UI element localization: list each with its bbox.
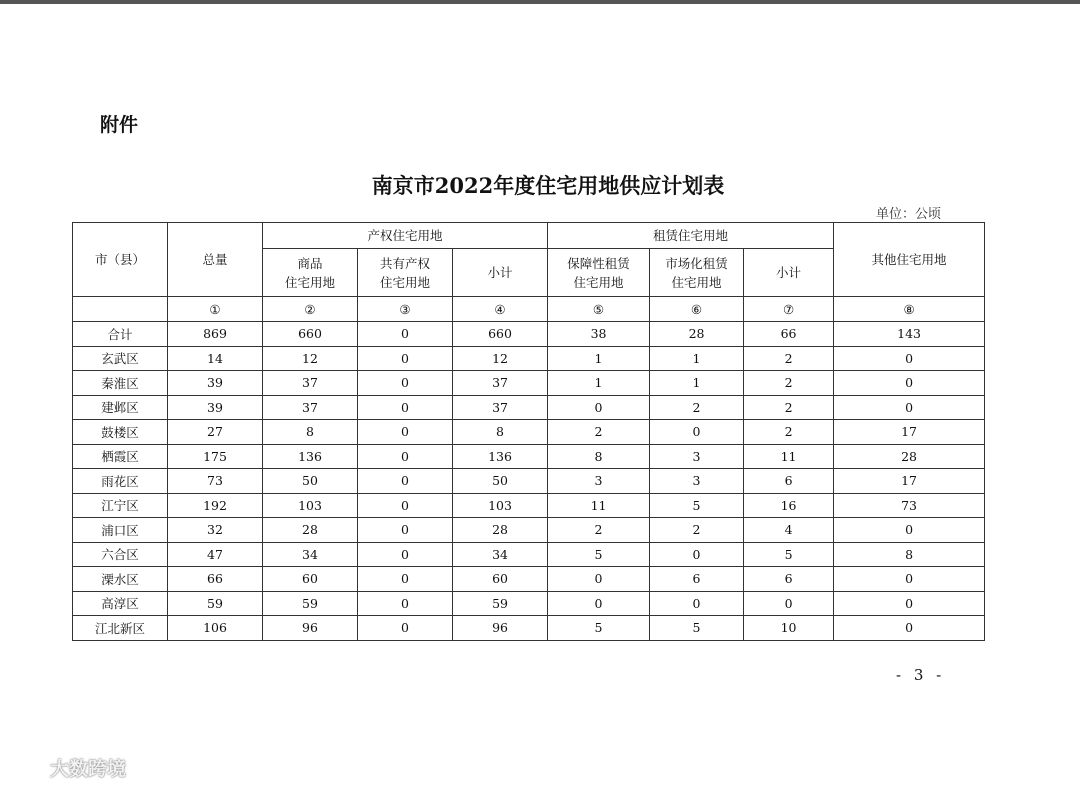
row-value: 2 bbox=[744, 346, 834, 371]
row-name: 浦口区 bbox=[73, 518, 168, 543]
row-value: 73 bbox=[834, 493, 985, 518]
row-value: 0 bbox=[358, 469, 453, 494]
row-value: 50 bbox=[453, 469, 548, 494]
row-value: 0 bbox=[744, 591, 834, 616]
row-value: 0 bbox=[834, 518, 985, 543]
row-name: 玄武区 bbox=[73, 346, 168, 371]
row-value: 5 bbox=[548, 616, 650, 641]
row-value: 2 bbox=[548, 420, 650, 445]
row-value: 6 bbox=[744, 567, 834, 592]
row-value: 47 bbox=[168, 542, 263, 567]
row-value: 5 bbox=[650, 616, 744, 641]
row-value: 0 bbox=[834, 591, 985, 616]
row-name: 秦淮区 bbox=[73, 371, 168, 396]
header-subtotal-property: 小计 bbox=[453, 249, 548, 297]
row-value: 3 bbox=[548, 469, 650, 494]
row-name: 江宁区 bbox=[73, 493, 168, 518]
row-name: 合计 bbox=[73, 322, 168, 347]
row-value: 0 bbox=[358, 616, 453, 641]
row-value: 106 bbox=[168, 616, 263, 641]
header-total: 总量 bbox=[168, 223, 263, 297]
row-value: 37 bbox=[263, 371, 358, 396]
row-value: 1 bbox=[548, 371, 650, 396]
row-value: 0 bbox=[358, 322, 453, 347]
row-value: 1 bbox=[548, 346, 650, 371]
row-value: 5 bbox=[650, 493, 744, 518]
row-value: 66 bbox=[168, 567, 263, 592]
row-name: 雨花区 bbox=[73, 469, 168, 494]
header-guaranteed bbox=[548, 249, 650, 297]
row-value: 12 bbox=[453, 346, 548, 371]
attachment-label: 附件 bbox=[100, 114, 139, 136]
column-number: ⑦ bbox=[744, 297, 834, 322]
header-market-line1: 市场化租赁 bbox=[665, 255, 728, 271]
row-value: 8 bbox=[834, 542, 985, 567]
header-market-line2: 住宅用地 bbox=[671, 274, 722, 290]
header-shared bbox=[358, 249, 453, 297]
row-value: 59 bbox=[263, 591, 358, 616]
watermark-text: 大数跨境 bbox=[50, 758, 127, 780]
row-value: 10 bbox=[744, 616, 834, 641]
row-value: 59 bbox=[168, 591, 263, 616]
header-guaranteed-line1: 保障性租赁 bbox=[567, 255, 630, 271]
row-value: 0 bbox=[358, 420, 453, 445]
table-row bbox=[73, 346, 985, 371]
row-value: 0 bbox=[548, 395, 650, 420]
row-value: 12 bbox=[263, 346, 358, 371]
row-value: 0 bbox=[358, 567, 453, 592]
row-value: 3 bbox=[650, 469, 744, 494]
row-value: 37 bbox=[263, 395, 358, 420]
row-value: 11 bbox=[548, 493, 650, 518]
header-guaranteed-line2: 住宅用地 bbox=[573, 274, 624, 290]
row-value: 66 bbox=[744, 322, 834, 347]
row-value: 0 bbox=[548, 591, 650, 616]
row-value: 2 bbox=[744, 395, 834, 420]
table-body bbox=[73, 322, 985, 641]
row-name: 江北新区 bbox=[73, 616, 168, 641]
row-value: 8 bbox=[548, 444, 650, 469]
row-value: 1 bbox=[650, 346, 744, 371]
table-row bbox=[73, 567, 985, 592]
row-value: 0 bbox=[358, 371, 453, 396]
row-value: 103 bbox=[263, 493, 358, 518]
row-value: 28 bbox=[453, 518, 548, 543]
row-value: 37 bbox=[453, 395, 548, 420]
row-value: 175 bbox=[168, 444, 263, 469]
row-value: 660 bbox=[263, 322, 358, 347]
unit-label: 单位：公顷 bbox=[876, 207, 942, 222]
column-number: ① bbox=[168, 297, 263, 322]
row-value: 0 bbox=[358, 444, 453, 469]
row-value: 2 bbox=[744, 420, 834, 445]
row-value: 39 bbox=[168, 371, 263, 396]
table-row bbox=[73, 395, 985, 420]
row-value: 0 bbox=[650, 542, 744, 567]
row-value: 4 bbox=[744, 518, 834, 543]
row-value: 3 bbox=[650, 444, 744, 469]
row-value: 8 bbox=[453, 420, 548, 445]
column-number: ④ bbox=[453, 297, 548, 322]
row-value: 34 bbox=[453, 542, 548, 567]
page-number: - 3 - bbox=[896, 666, 946, 684]
row-value: 28 bbox=[650, 322, 744, 347]
row-value: 60 bbox=[263, 567, 358, 592]
header-commercial-line2: 住宅用地 bbox=[284, 274, 335, 290]
column-number: ⑧ bbox=[834, 297, 985, 322]
row-value: 136 bbox=[263, 444, 358, 469]
row-value: 38 bbox=[548, 322, 650, 347]
row-value: 14 bbox=[168, 346, 263, 371]
table-title: 南京市2022年度住宅用地供应计划表 bbox=[371, 173, 725, 198]
column-number-empty bbox=[73, 297, 168, 322]
row-value: 5 bbox=[548, 542, 650, 567]
row-value: 0 bbox=[650, 420, 744, 445]
row-value: 27 bbox=[168, 420, 263, 445]
header-subtotal-rental: 小计 bbox=[744, 249, 834, 297]
row-value: 28 bbox=[834, 444, 985, 469]
column-number: ⑥ bbox=[650, 297, 744, 322]
row-value: 17 bbox=[834, 420, 985, 445]
row-value: 0 bbox=[358, 395, 453, 420]
table-row bbox=[73, 322, 985, 347]
row-name: 高淳区 bbox=[73, 591, 168, 616]
row-value: 0 bbox=[548, 567, 650, 592]
row-name: 六合区 bbox=[73, 542, 168, 567]
row-value: 0 bbox=[650, 591, 744, 616]
row-value: 73 bbox=[168, 469, 263, 494]
row-value: 6 bbox=[650, 567, 744, 592]
column-number: ⑤ bbox=[548, 297, 650, 322]
row-value: 17 bbox=[834, 469, 985, 494]
row-value: 2 bbox=[548, 518, 650, 543]
row-name: 栖霞区 bbox=[73, 444, 168, 469]
row-value: 8 bbox=[263, 420, 358, 445]
watermark-logo-icon bbox=[10, 758, 46, 778]
column-number: ③ bbox=[358, 297, 453, 322]
row-value: 0 bbox=[834, 395, 985, 420]
row-value: 143 bbox=[834, 322, 985, 347]
row-value: 660 bbox=[453, 322, 548, 347]
row-value: 37 bbox=[453, 371, 548, 396]
row-value: 103 bbox=[453, 493, 548, 518]
column-number: ② bbox=[263, 297, 358, 322]
row-value: 136 bbox=[453, 444, 548, 469]
row-name: 溧水区 bbox=[73, 567, 168, 592]
header-shared-line1: 共有产权 bbox=[379, 255, 430, 271]
table-row bbox=[73, 469, 985, 494]
top-border bbox=[0, 0, 1080, 4]
header-rental-group: 租赁住宅用地 bbox=[548, 223, 834, 249]
row-value: 60 bbox=[453, 567, 548, 592]
row-value: 11 bbox=[744, 444, 834, 469]
table-row bbox=[73, 591, 985, 616]
row-value: 39 bbox=[168, 395, 263, 420]
row-value: 0 bbox=[358, 493, 453, 518]
row-value: 1 bbox=[650, 371, 744, 396]
supply-plan-table bbox=[72, 222, 985, 641]
table-row bbox=[73, 542, 985, 567]
row-value: 59 bbox=[453, 591, 548, 616]
row-value: 0 bbox=[358, 591, 453, 616]
row-name: 建邺区 bbox=[73, 395, 168, 420]
table-row bbox=[73, 616, 985, 641]
header-commercial-line1: 商品 bbox=[297, 255, 323, 271]
header-shared-line2: 住宅用地 bbox=[379, 274, 430, 290]
row-value: 5 bbox=[744, 542, 834, 567]
header-city: 市（县） bbox=[73, 223, 168, 297]
row-value: 0 bbox=[834, 346, 985, 371]
row-value: 0 bbox=[834, 371, 985, 396]
row-value: 2 bbox=[650, 395, 744, 420]
row-name: 鼓楼区 bbox=[73, 420, 168, 445]
row-value: 96 bbox=[263, 616, 358, 641]
row-value: 192 bbox=[168, 493, 263, 518]
column-number-row bbox=[73, 297, 985, 322]
row-value: 0 bbox=[358, 542, 453, 567]
row-value: 6 bbox=[744, 469, 834, 494]
table-row bbox=[73, 371, 985, 396]
row-value: 0 bbox=[834, 567, 985, 592]
row-value: 0 bbox=[358, 346, 453, 371]
header-property-group: 产权住宅用地 bbox=[263, 223, 548, 249]
row-value: 96 bbox=[453, 616, 548, 641]
table-row bbox=[73, 420, 985, 445]
table-row bbox=[73, 518, 985, 543]
row-value: 2 bbox=[744, 371, 834, 396]
header-other: 其他住宅用地 bbox=[834, 223, 985, 297]
watermark bbox=[10, 754, 126, 781]
table-row bbox=[73, 493, 985, 518]
row-value: 2 bbox=[650, 518, 744, 543]
table-row bbox=[73, 444, 985, 469]
row-value: 0 bbox=[358, 518, 453, 543]
header-market bbox=[650, 249, 744, 297]
row-value: 869 bbox=[168, 322, 263, 347]
row-value: 28 bbox=[263, 518, 358, 543]
header-commercial bbox=[263, 249, 358, 297]
row-value: 16 bbox=[744, 493, 834, 518]
row-value: 34 bbox=[263, 542, 358, 567]
row-value: 0 bbox=[834, 616, 985, 641]
row-value: 32 bbox=[168, 518, 263, 543]
row-value: 50 bbox=[263, 469, 358, 494]
